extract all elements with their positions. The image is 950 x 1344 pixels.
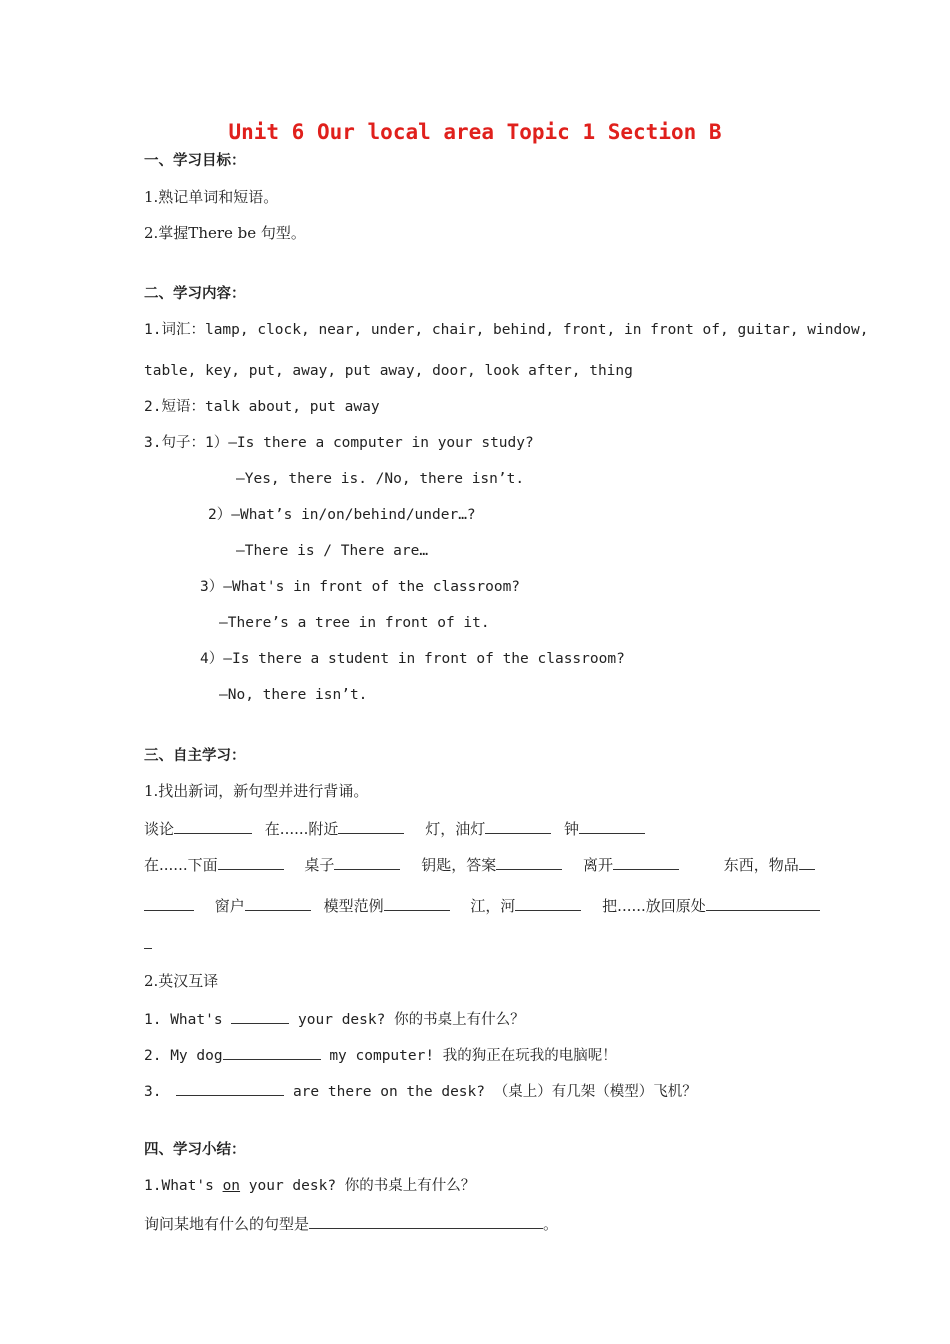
summary-text: 询问某地有什么的句型是	[144, 1215, 310, 1233]
translation-question-3	[144, 1079, 697, 1102]
sentence-3: 3）—What's in front of the classroom?	[200, 579, 521, 595]
answer-blank[interactable]	[218, 853, 284, 870]
sentence-3-answer: —There’s a tree in front of it.	[219, 615, 490, 631]
vocab-prompt: 谈论	[144, 820, 175, 838]
vocab-prompt: 江，河	[470, 897, 516, 915]
vocab-prompt: 钟	[563, 820, 579, 838]
question-text: my computer! 我的狗正在玩我的电脑呢！	[329, 1048, 617, 1064]
sentence-4-answer: —No, there isn’t.	[219, 687, 368, 703]
answer-blank[interactable]	[223, 1043, 321, 1060]
translation-question-1	[144, 1007, 525, 1030]
vocab-prompt: 在......附近	[264, 820, 339, 838]
vocab-prompt: 离开	[582, 856, 613, 874]
vocab-blanks-row-2	[144, 853, 815, 875]
vocab-blanks-row-3	[144, 894, 820, 916]
answer-blank[interactable]	[245, 894, 311, 911]
answer-blank[interactable]	[334, 853, 400, 870]
section-heading-goals: 一、学习目标：	[144, 153, 246, 169]
vocab-blanks-row-1	[144, 817, 645, 839]
page-title: Unit 6 Our local area Topic 1 Section B	[228, 120, 722, 144]
phrases-line: 2.短语：talk about, put away	[144, 399, 380, 415]
vocab-line-1: 1.词汇：lamp, clock, near, under, chair, behind, front, in front of, guitar, window,	[144, 322, 869, 338]
summary-text: 1.What's	[144, 1178, 214, 1194]
question-text: 3.	[144, 1084, 162, 1100]
vocab-prompt: 灯，油灯	[425, 820, 486, 838]
sentence-4: 4）—Is there a student in front of the classroom?	[200, 651, 625, 667]
vocab-prompt: 在......下面	[144, 856, 218, 874]
vocab-prompt: 钥匙，答案	[421, 856, 497, 874]
answer-blank-overflow	[144, 932, 152, 954]
answer-blank[interactable]	[174, 817, 252, 834]
section-heading-content: 二、学习内容：	[144, 286, 246, 302]
question-text: 2. My dog	[144, 1048, 223, 1064]
answer-blank[interactable]	[384, 894, 450, 911]
self-study-instruction: 1.找出新词，新句型并进行背诵。	[144, 782, 369, 800]
vocab-prompt: 桌子	[304, 856, 335, 874]
vocab-prompt: 东西，物品	[723, 856, 799, 874]
section-heading-summary: 四、学习小结：	[144, 1142, 246, 1158]
answer-blank[interactable]	[338, 817, 404, 834]
sentence-2-answer: —There is / There are…	[236, 543, 429, 559]
vocab-prompt: 窗户	[214, 897, 245, 915]
question-text: 1. What's	[144, 1012, 223, 1028]
sentence-2: 2）—What’s in/on/behind/under…?	[208, 507, 476, 523]
answer-blank[interactable]	[144, 932, 152, 949]
goal-item-2: 2.掌握There be 句型。	[144, 224, 306, 242]
section-heading-self-study: 三、自主学习：	[144, 748, 246, 764]
question-text: your desk? 你的书桌上有什么？	[298, 1012, 525, 1028]
answer-blank[interactable]	[706, 894, 820, 911]
answer-blank[interactable]	[515, 894, 581, 911]
summary-text: your desk? 你的书桌上有什么？	[248, 1178, 476, 1194]
answer-blank[interactable]	[496, 853, 562, 870]
sentence-1-answer: —Yes, there is. /No, there isn’t.	[236, 471, 525, 487]
answer-blank[interactable]	[176, 1079, 284, 1096]
summary-text: 。	[543, 1215, 559, 1233]
summary-line-1	[144, 1176, 475, 1196]
answer-blank[interactable]	[144, 894, 194, 911]
translation-question-2	[144, 1043, 617, 1066]
vocab-prompt: 把......放回原处	[602, 897, 706, 915]
answer-blank[interactable]	[613, 853, 679, 870]
sentence-1: 3.句子：1）—Is there a computer in your study?	[144, 435, 534, 451]
goal-item-1: 1.熟记单词和短语。	[144, 188, 279, 206]
question-text: are there on the desk? （桌上）有几架（模型）飞机？	[292, 1084, 697, 1100]
vocab-prompt: 模型范例	[323, 897, 384, 915]
summary-line-2	[144, 1212, 558, 1234]
filled-answer: on	[222, 1178, 241, 1194]
answer-blank[interactable]	[485, 817, 551, 834]
answer-blank[interactable]	[309, 1212, 543, 1229]
vocab-line-2: table, key, put, away, put away, door, look after, thing	[144, 363, 633, 379]
translation-heading: 2.英汉互译	[144, 972, 219, 990]
answer-blank[interactable]	[579, 817, 645, 834]
answer-blank[interactable]	[231, 1007, 289, 1024]
answer-blank[interactable]	[799, 853, 815, 870]
